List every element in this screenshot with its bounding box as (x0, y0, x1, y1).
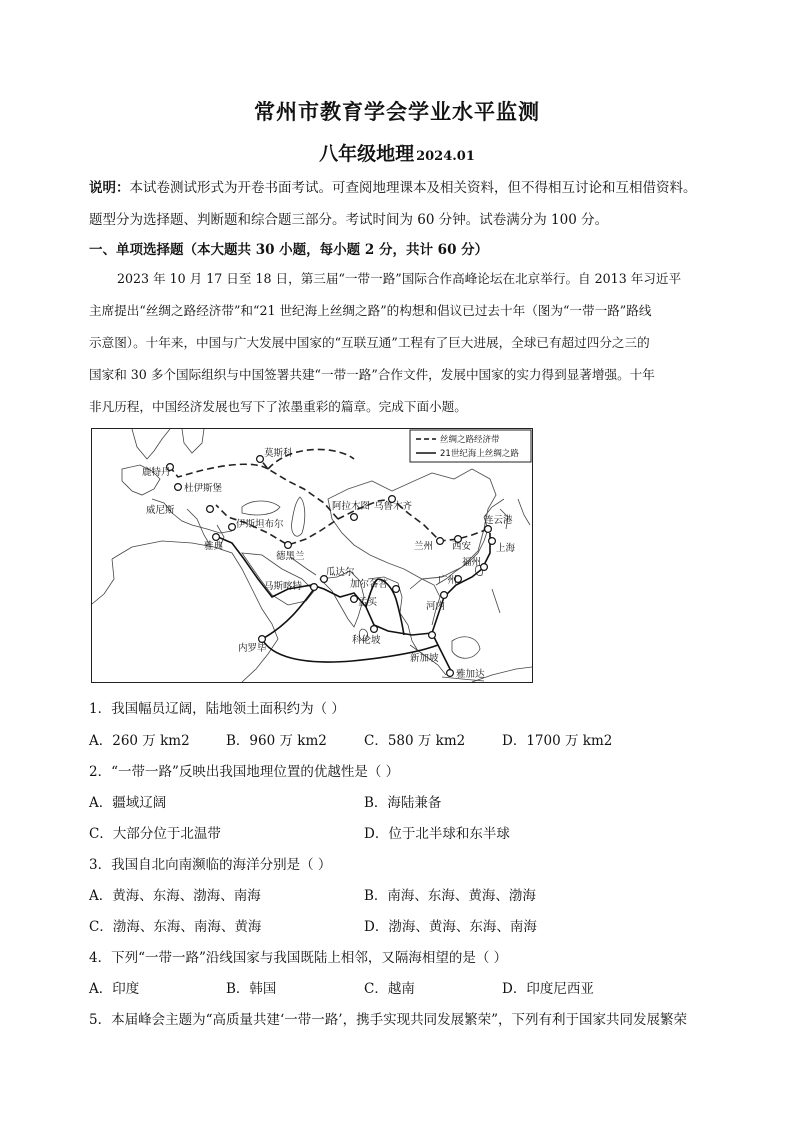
label-tehran: 德黑兰 (276, 551, 305, 562)
belt-and-road-map (91, 428, 533, 683)
q4-option-c[interactable]: C．越南 (364, 981, 415, 997)
map-legend (410, 430, 531, 462)
marker-shanghai (489, 538, 496, 545)
marker-moscow (257, 456, 264, 463)
marker-venice (207, 506, 214, 513)
q4-option-d[interactable]: D．印度尼西亚 (502, 981, 594, 997)
q2-option-d[interactable]: D．位于北半球和东半球 (364, 826, 510, 842)
question-1-stem: 1．我国幅员辽阔，陆地领土面积约为（ ） (89, 701, 345, 717)
label-nairobi: 内罗毕 (238, 643, 267, 654)
marker-jakarta (447, 670, 454, 677)
label-colombo: 科伦坡 (352, 635, 381, 646)
instructions-text-1: 本试卷测试形式为开卷书面考试。可查阅地理课本及相关资料，但不得相互讨论和互相借资料。 (129, 180, 697, 196)
label-fuzhou: 福州 (462, 557, 482, 568)
marker-tehran (285, 542, 292, 549)
instructions-line-1 (89, 176, 697, 196)
q2-option-c[interactable]: C．大部分位于北温带 (89, 826, 221, 842)
passage-line-3: 示意图）。十年来，中国与广大发展中国家的“互联互通”工程有了巨大进展，全球已有超过四分之三的 (89, 335, 650, 350)
marker-duisburg (175, 484, 182, 491)
label-xian: 西安 (452, 541, 472, 552)
label-muscat: 马斯喀特 (264, 581, 303, 592)
label-duisburg: 杜伊斯堡 (184, 483, 223, 494)
label-jakarta: 雅加达 (456, 669, 485, 680)
marker-colombo (371, 626, 378, 633)
question-3-stem: 3．我国自北向南濒临的海洋分别是（ ） (89, 857, 332, 873)
q2-option-b[interactable]: B．海陆兼备 (364, 795, 442, 811)
silk-road-north-branch (260, 459, 338, 519)
marker-athens (213, 534, 220, 541)
marker-lanzhou (437, 538, 444, 545)
passage-line-2: 主席提出“丝绸之路经济带”和“21 世纪海上丝绸之路”的构想和倡议已过去十年（图为“一带一路”路线 (89, 303, 652, 318)
exam-subtitle (0, 139, 794, 166)
label-venice: 威尼斯 (146, 505, 175, 516)
instructions-label: 说明： (89, 180, 130, 196)
passage-line-5: 非凡历程，中国经济发展也写下了浓墨重彩的篇章。完成下面小题。 (89, 399, 467, 414)
marker-hanoi (441, 592, 448, 599)
marker-kolkata (393, 586, 400, 593)
instructions-line-2: 题型分为选择题、判断题和综合题三部分。考试时间为 60 分钟。试卷满分为 100 分。 (89, 212, 609, 228)
label-singapore: 新加坡 (410, 653, 439, 664)
silk-road-west-branch (170, 464, 268, 477)
subject-label: 八年级地理 (319, 143, 415, 165)
q3-option-d[interactable]: D．渤海、黄海、东海、南海 (364, 919, 537, 935)
label-hanoi: 河内 (426, 601, 446, 612)
label-urumqi: 乌鲁木齐 (374, 501, 413, 512)
legend-land-label: 丝绸之路经济带 (440, 435, 500, 445)
label-shanghai: 上海 (496, 543, 516, 554)
q1-option-d[interactable]: D．1700 万 km2 (502, 733, 613, 749)
city-labels (142, 447, 516, 680)
q3-option-c[interactable]: C．渤海、东海、南海、黄海 (89, 919, 262, 935)
label-mumbai: 孟买 (358, 597, 378, 608)
label-gwadar: 瓜达尔 (326, 567, 355, 578)
passage-line-1: 2023 年 10 月 17 日至 18 日，第三届“一带一路”国际合作高峰论坛在北京举行。自 2013 年习近平 (117, 271, 682, 286)
q3-option-a[interactable]: A．黄海、东海、渤海、南海 (89, 888, 261, 904)
exam-title: 常州市教育学会学业水平监测 (254, 99, 540, 124)
marker-istanbul (229, 524, 236, 531)
marker-fuzhou (481, 564, 488, 571)
section-heading: 一、单项选择题（本大题共 30 小题，每小题 2 分，共计 60 分） (89, 242, 489, 258)
label-lianyungang: 连云港 (484, 515, 513, 526)
question-5-stem: 5．本届峰会主题为“高质量共建‘一带一路’，携手实现共同发展繁荣”，下列有利于国家共同发展繁荣 (89, 1012, 687, 1028)
question-2-stem: 2．“一带一路”反映出我国地理位置的优越性是（ ） (89, 764, 400, 780)
maritime-route-africa-loop (262, 589, 438, 662)
question-4-stem: 4．下列“一带一路”沿线国家与我国既陆上相邻，又隔海相望的是（ ） (89, 950, 508, 966)
exam-date: 2024.01 (416, 149, 475, 164)
marker-almaty (351, 514, 358, 521)
marker-muscat (311, 584, 318, 591)
q4-option-b[interactable]: B．韩国 (226, 981, 277, 997)
passage-line-4: 国家和 30 多个国际组织与中国签署共建“一带一路”合作文件，发展中国家的实力得到显著增强。十年 (89, 367, 655, 382)
marker-singapore (429, 632, 436, 639)
label-athens: 雅典 (204, 541, 224, 552)
q1-option-a[interactable]: A．260 万 km2 (89, 733, 190, 749)
label-moscow: 莫斯科 (264, 448, 293, 459)
label-rotterdam: 鹿特丹 (142, 467, 171, 478)
label-kolkata: 加尔各答 (350, 579, 389, 590)
q1-option-b[interactable]: B．960 万 km2 (226, 733, 327, 749)
label-lanzhou: 兰州 (414, 541, 434, 552)
label-almaty: 阿拉木图 (332, 501, 371, 512)
q3-option-b[interactable]: B．南海、东海、黄海、渤海 (364, 888, 536, 904)
q1-option-c[interactable]: C．580 万 km2 (364, 733, 466, 749)
marker-lianyungang (485, 526, 492, 533)
label-istanbul: 伊斯坦布尔 (236, 519, 284, 530)
marker-nairobi (259, 636, 266, 643)
legend-sea-label: 21世纪海上丝绸之路 (440, 449, 519, 459)
q4-option-a[interactable]: A．印度 (89, 981, 140, 997)
label-guangzhou: 广州 (438, 575, 458, 586)
marker-mumbai (351, 596, 358, 603)
q2-option-a[interactable]: A．疆域辽阔 (89, 795, 167, 811)
